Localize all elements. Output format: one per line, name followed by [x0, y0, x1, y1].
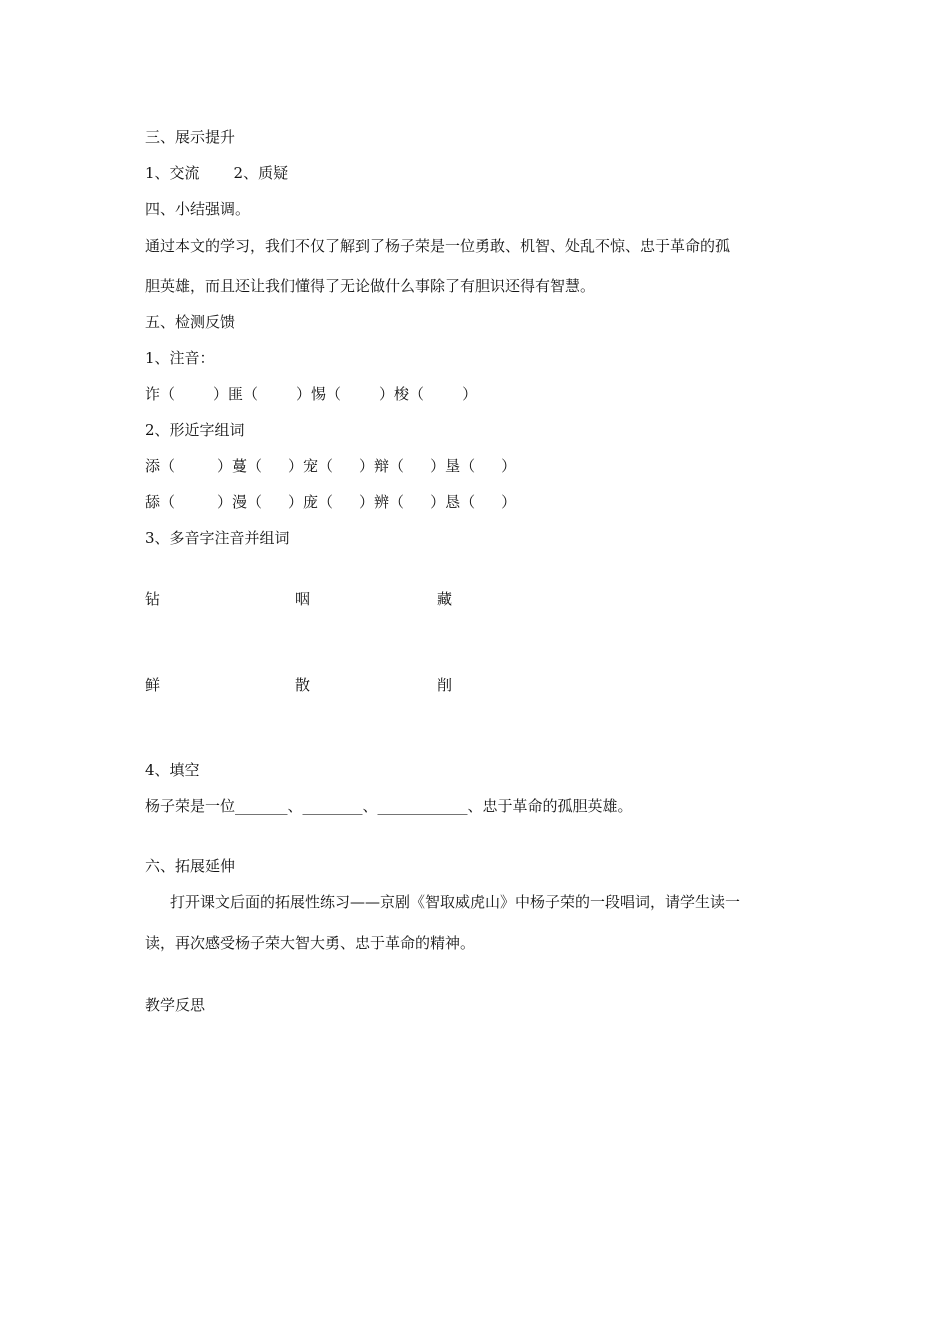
fill-blank-sentence: 杨子荣是一位_______、________、____________、忠于革命的孤胆英雄。	[145, 797, 633, 815]
question-2-row-2	[145, 492, 516, 512]
reflection-title: 教学反思	[145, 996, 206, 1014]
word-item: 添（	[145, 457, 176, 475]
question-4-fill-blank	[145, 796, 633, 816]
section-5-title: 五、检测反馈	[145, 313, 236, 331]
polyphone-char: 鲜	[145, 676, 161, 694]
word-item: ）垦（	[430, 457, 476, 475]
word-item: ）宠（	[288, 457, 334, 475]
question-1-row	[145, 384, 477, 404]
section-6-title: 六、拓展延伸	[145, 857, 236, 875]
pinyin-item: ）惕（	[296, 385, 342, 403]
word-item: ）辨（	[359, 493, 405, 511]
pinyin-item: 诈（	[145, 385, 176, 403]
polyphone-char: 散	[295, 676, 311, 694]
polyphone-char: 咽	[295, 590, 311, 608]
summary-paragraph-line-1: 通过本文的学习，我们不仅了解到了杨子荣是一位勇敢、机智、处乱不惊、忠于革命的孤	[145, 237, 731, 255]
polyphone-char: 削	[437, 676, 453, 694]
question-3-row-1	[145, 589, 545, 609]
polyphone-char: 藏	[437, 590, 453, 608]
word-item: 舔（	[145, 493, 176, 511]
question-2-row-1	[145, 456, 516, 476]
pinyin-item: ）匪（	[213, 385, 259, 403]
pinyin-item: ）梭（	[379, 385, 425, 403]
question-4-title: 4、填空	[145, 761, 200, 779]
item-exchange: 1、交流	[145, 164, 200, 182]
item-question: 2、质疑	[233, 164, 289, 182]
word-item: ）	[501, 457, 517, 475]
word-item: ）庞（	[288, 493, 334, 511]
word-item: ）恳（	[430, 493, 476, 511]
question-1-title: 1、注音：	[145, 349, 215, 367]
section-3-title: 三、展示提升	[145, 128, 236, 146]
summary-paragraph-line-2: 胆英雄，而且还让我们懂得了无论做什么事除了有胆识还得有智慧。	[145, 277, 596, 295]
extension-paragraph-line-1: 打开课文后面的拓展性练习——京剧《智取威虎山》中杨子荣的一段唱词，请学生读一	[170, 893, 741, 911]
section-4-title: 四、小结强调。	[145, 200, 251, 218]
section-3-items	[145, 163, 288, 183]
pinyin-item: ）	[462, 385, 478, 403]
word-item: ）蔓（	[217, 457, 263, 475]
word-item: ）辩（	[359, 457, 405, 475]
question-3-row-2	[145, 675, 545, 695]
word-item: ）漫（	[217, 493, 263, 511]
word-item: ）	[501, 493, 517, 511]
question-2-title: 2、形近字组词	[145, 421, 245, 439]
extension-paragraph-line-2: 读，再次感受杨子荣大智大勇、忠于革命的精神。	[145, 934, 476, 952]
polyphone-char: 钻	[145, 590, 161, 608]
question-3-title: 3、多音字注音并组词	[145, 529, 290, 547]
